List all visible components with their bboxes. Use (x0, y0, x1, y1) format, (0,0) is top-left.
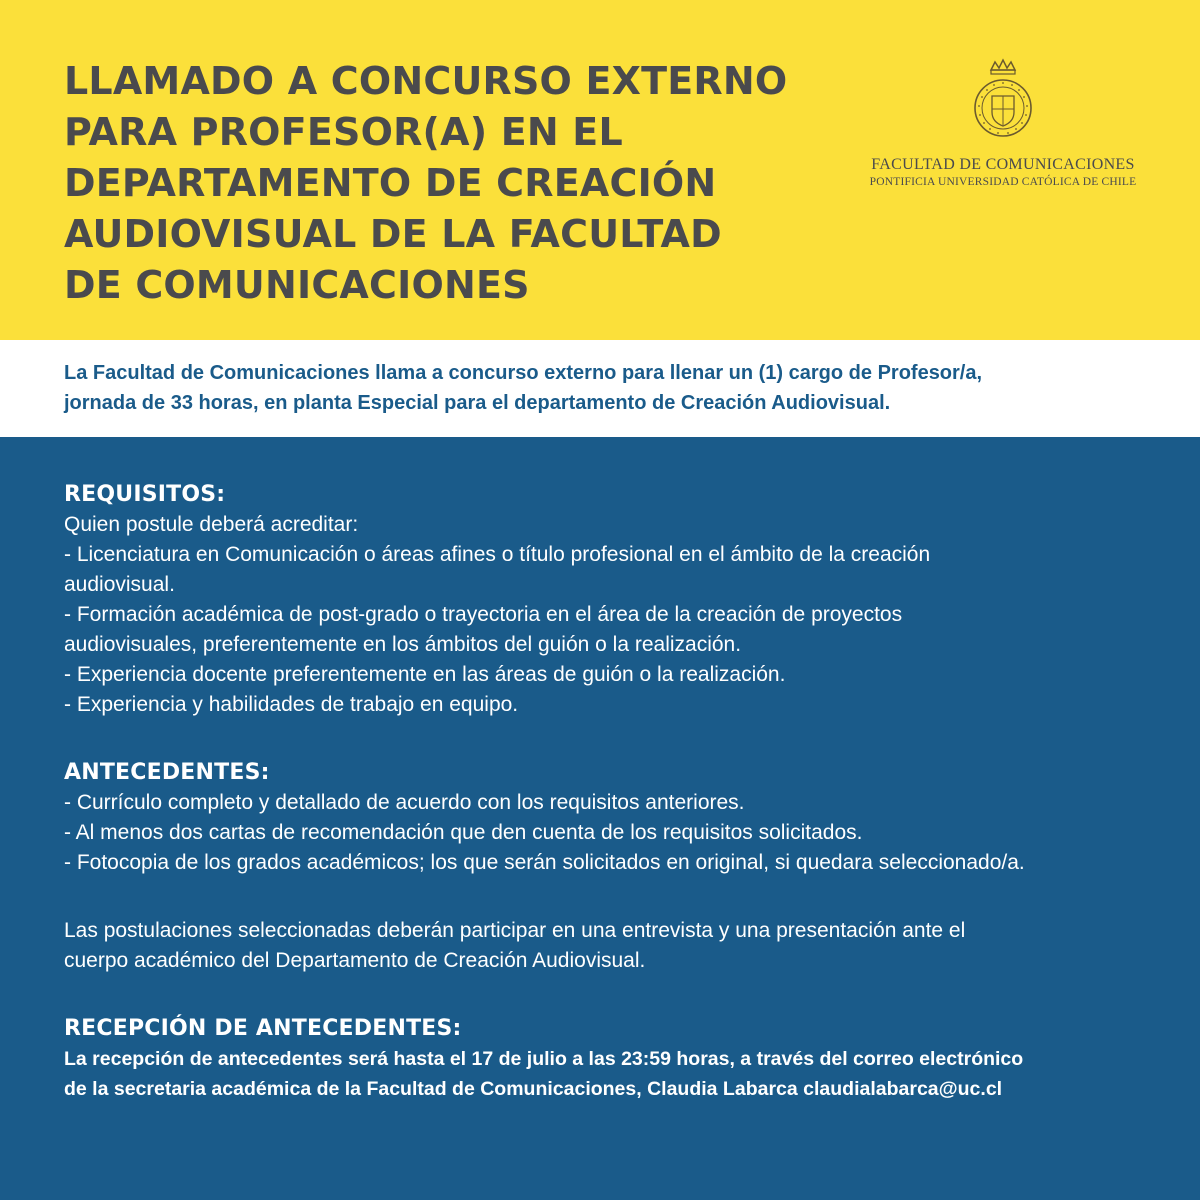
details-section (64, 480, 1174, 1104)
logo-subtitle: PONTIFICIA UNIVERSIDAD CATÓLICA DE CHILE (869, 176, 1137, 188)
university-seal-icon (973, 56, 1033, 146)
recepcion-text (64, 1044, 1174, 1104)
interview-note (64, 916, 1174, 976)
intro-line: jornada de 33 horas, en planta Especial para el departamento de Creación Audiovisual. (64, 392, 891, 414)
list-item: - Fotocopia de los grados académicos; los que serán solicitados en original, si quedara seleccionado/a. (64, 851, 1025, 874)
list-item: - Currículo completo y detallado de acuerdo con los requisitos anteriores. (64, 791, 745, 814)
recepcion-line: de la secretaria académica de la Facultad de Comunicaciones, Claudia Labarca claudialabarca@uc.cl (64, 1078, 1003, 1100)
list-item: - Experiencia y habilidades de trabajo en equipo. (64, 693, 519, 716)
title-line: AUDIOVISUAL DE LA FACULTAD (64, 212, 722, 256)
spacer (64, 976, 1174, 1014)
header-banner (0, 0, 1200, 340)
list-item: Quien postule deberá acreditar: (64, 513, 359, 536)
title-line: DE COMUNICACIONES (64, 263, 530, 307)
intro-line: La Facultad de Comunicaciones llama a concurso externo para llenar un (1) cargo de Profesor/a, (64, 362, 983, 384)
title-line: PARA PROFESOR(A) EN EL (64, 110, 623, 154)
spacer (64, 878, 1174, 916)
title-line: LLAMADO A CONCURSO EXTERNO (64, 59, 788, 103)
note-line: cuerpo académico del Departamento de Creación Audiovisual. (64, 949, 646, 972)
list-item: - Formación académica de post-grado o trayectoria en el área de la creación de proyectos (64, 603, 903, 626)
recepcion-line: La recepción de antecedentes será hasta el 17 de julio a las 23:59 horas, a través del correo electrónico (64, 1048, 1024, 1070)
requisitos-list (64, 510, 1174, 720)
list-item: audiovisuales, preferentemente en los ámbitos del guión o la realización. (64, 633, 742, 656)
note-line: Las postulaciones seleccionadas deberán participar en una entrevista y una presentación ante el (64, 919, 966, 942)
list-item: - Experiencia docente preferentemente en las áreas de guión o la realización. (64, 663, 786, 686)
antecedentes-list (64, 788, 1174, 878)
intro-text (64, 358, 1164, 418)
list-item: - Licenciatura en Comunicación o áreas afines o título profesional en el ámbito de la creación (64, 543, 931, 566)
requisitos-heading: REQUISITOS: (64, 482, 226, 507)
page-title (64, 56, 844, 311)
list-item: audiovisual. (64, 573, 175, 596)
spacer (64, 720, 1174, 758)
faculty-logo (868, 56, 1138, 196)
antecedentes-heading: ANTECEDENTES: (64, 760, 270, 785)
title-line: DEPARTAMENTO DE CREACIÓN (64, 161, 717, 205)
logo-name: FACULTAD DE COMUNICACIONES (871, 156, 1135, 173)
recepcion-heading: RECEPCIÓN DE ANTECEDENTES: (64, 1016, 462, 1041)
list-item: - Al menos dos cartas de recomendación que den cuenta de los requisitos solicitados. (64, 821, 863, 844)
